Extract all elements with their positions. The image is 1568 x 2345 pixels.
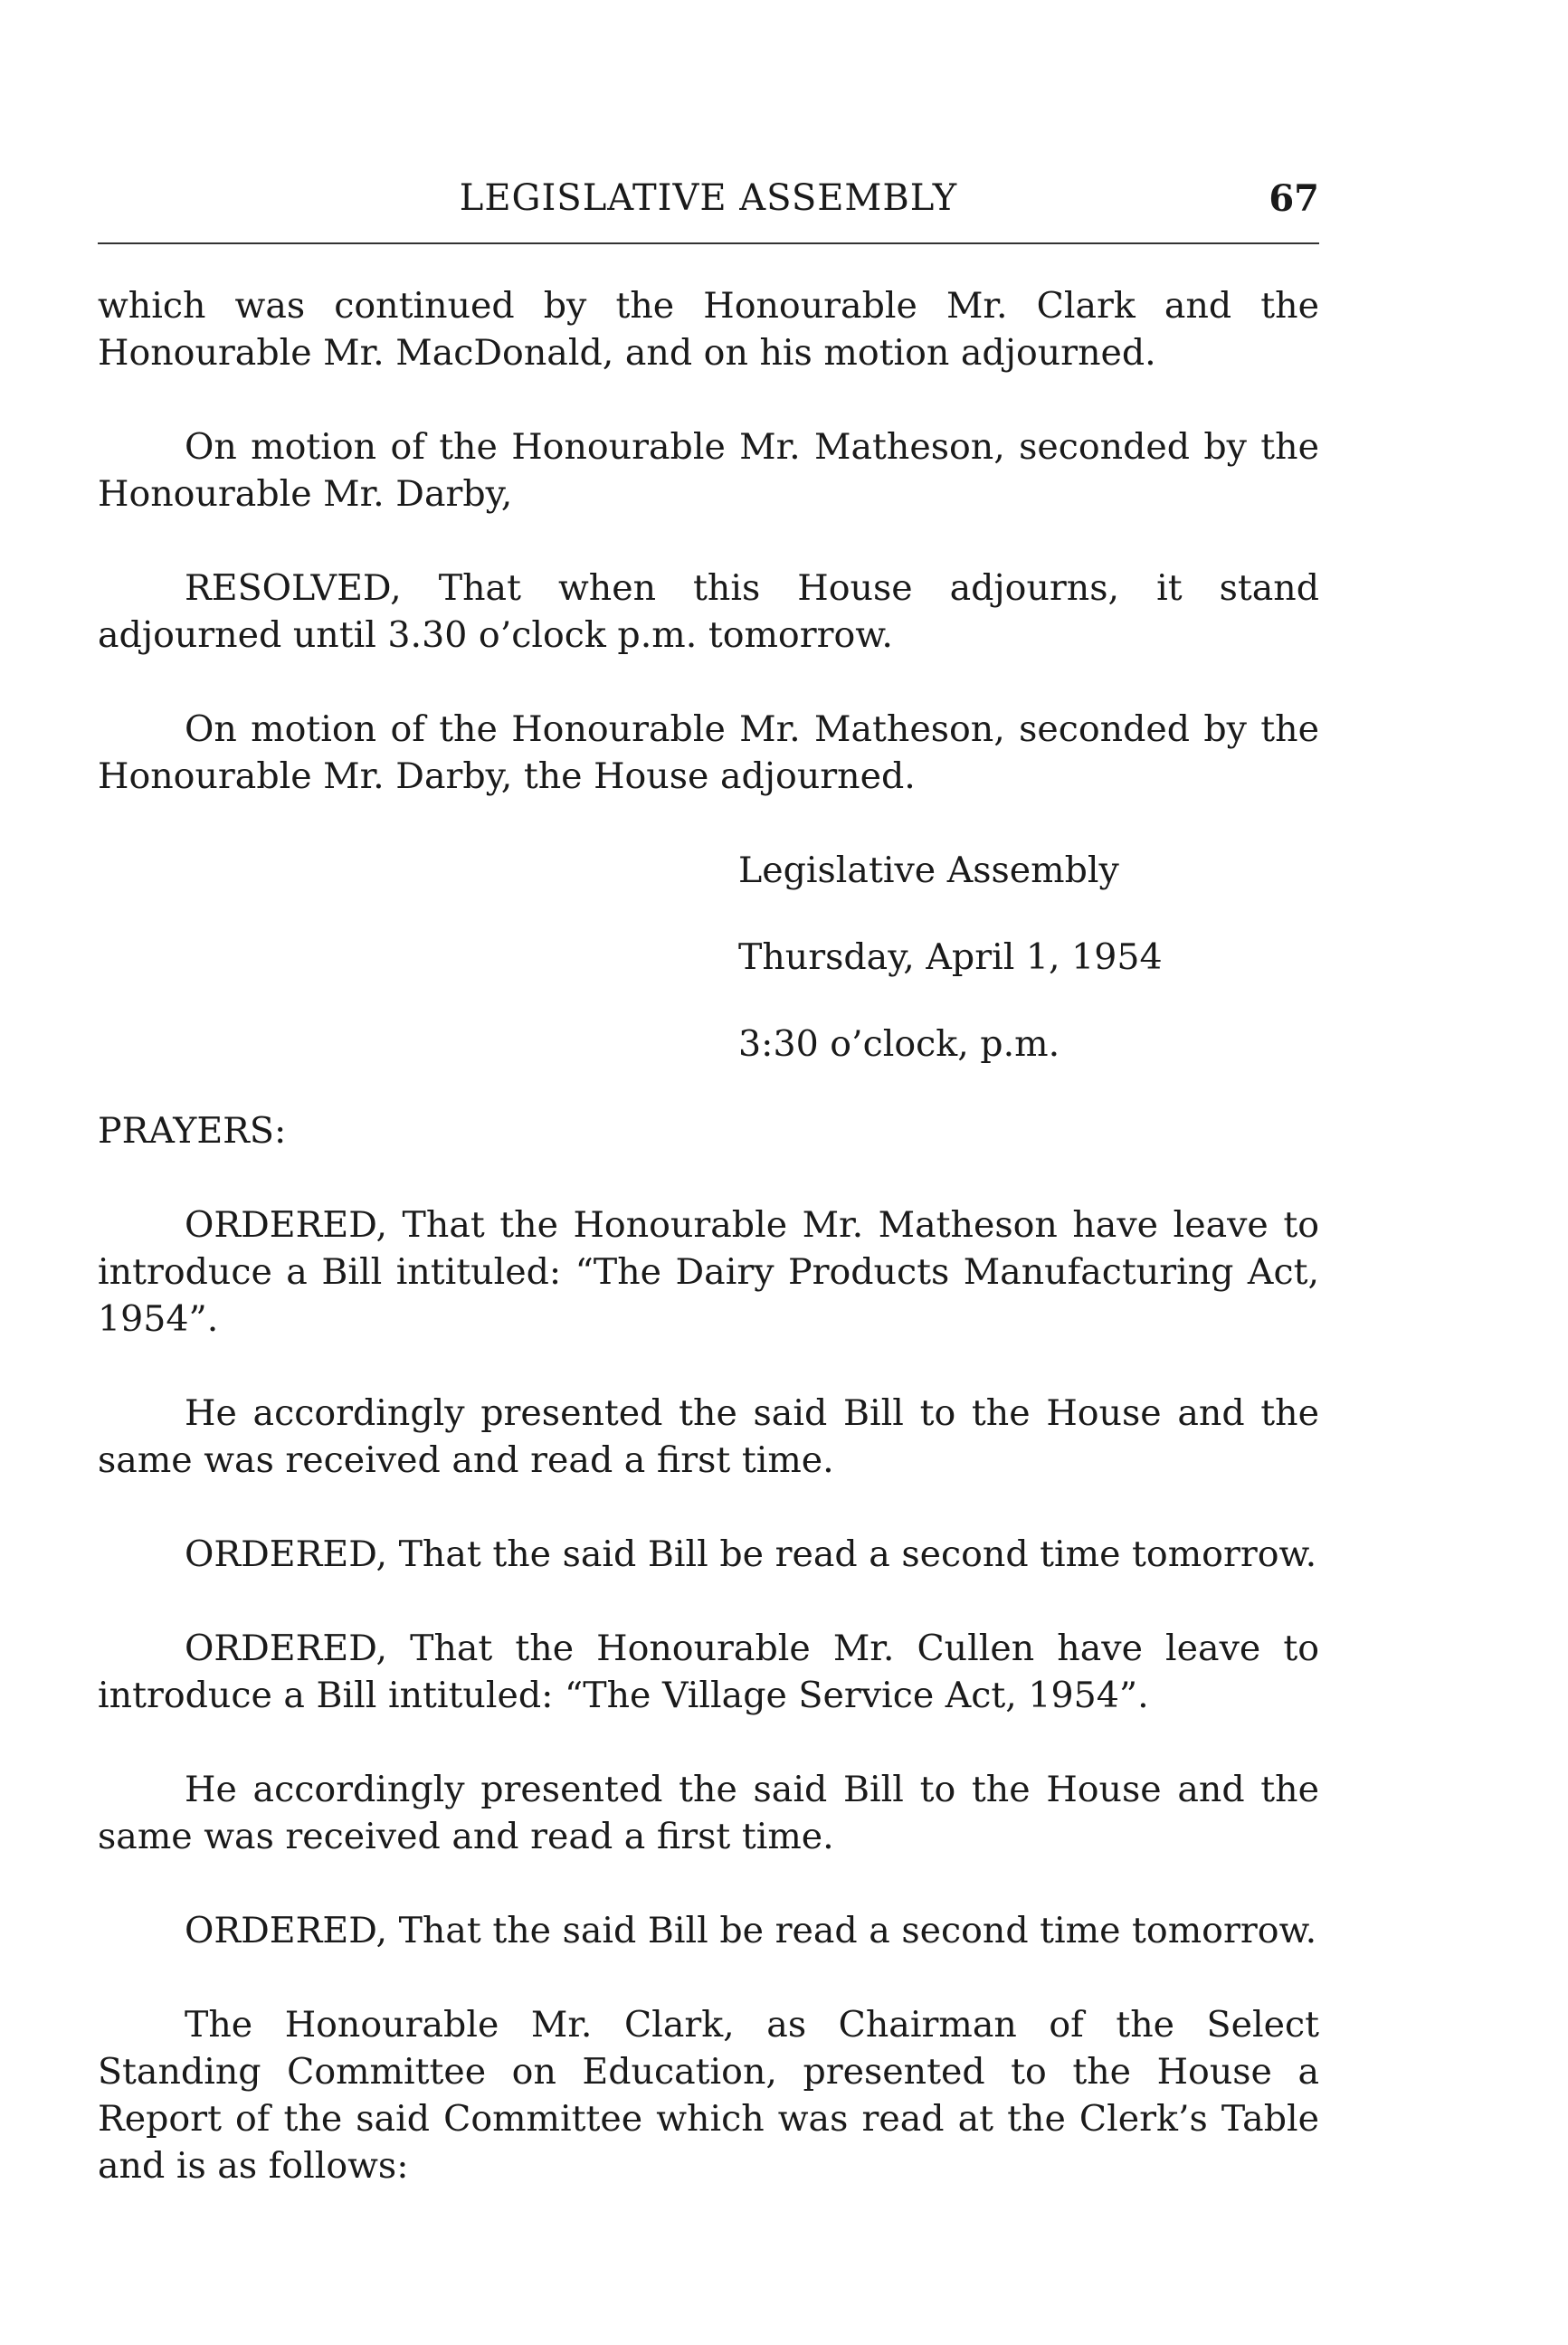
sitting-time: 3:30 o’clock, p.m. (738, 1023, 1060, 1065)
sitting-place: Legislative Assembly (738, 850, 1119, 891)
header-rule (98, 242, 1319, 244)
page-header (98, 177, 1319, 235)
sitting-date: Thursday, April 1, 1954 (738, 936, 1163, 978)
paragraph-ordered: ORDERED, That the said Bill be read a second time tomorrow. (185, 1533, 1317, 1575)
page-number: 67 (1269, 177, 1319, 220)
paragraph-presented: He accordingly presented the said Bill to the House and the same was received and read a first time. (98, 1392, 1319, 1481)
paragraph-presented: He accordingly presented the said Bill to the House and the same was received and read a first time. (98, 1769, 1319, 1857)
sitting-heading (738, 847, 1319, 1068)
paragraph-resolved: RESOLVED, That when this House adjourns, it stand adjourned until 3.30 o’clock p.m. tomorrow. (98, 567, 1319, 656)
paragraph-continued: which was continued by the Honourable Mr. Clark and the Honourable Mr. MacDonald, and on his motion adjourned. (98, 285, 1319, 374)
paragraph-ordered: ORDERED, That the Honourable Mr. Matheson have leave to introduce a Bill intituled: “The Dairy Products Manufacturing Act, 1954”. (98, 1204, 1319, 1340)
paragraph-adjourned: On motion of the Honourable Mr. Matheson, seconded by the Honourable Mr. Darby, the House adjourned. (98, 708, 1319, 797)
page-body (98, 282, 1319, 2236)
running-title: LEGISLATIVE ASSEMBLY (459, 177, 958, 219)
prayers-heading: PRAYERS: (98, 1110, 287, 1152)
paragraph-ordered: ORDERED, That the said Bill be read a second time tomorrow. (185, 1910, 1317, 1951)
paragraph-report: The Honourable Mr. Clark, as Chairman of the Select Standing Committee on Education, presented to the House a Report of the said Committee which was read at the Clerk’s Table and is as follows: (98, 2004, 1319, 2187)
paragraph-motion: On motion of the Honourable Mr. Matheson, seconded by the Honourable Mr. Darby, (98, 426, 1319, 515)
paragraph-ordered: ORDERED, That the Honourable Mr. Cullen have leave to introduce a Bill intituled: “The Village Service Act, 1954”. (98, 1628, 1319, 1716)
